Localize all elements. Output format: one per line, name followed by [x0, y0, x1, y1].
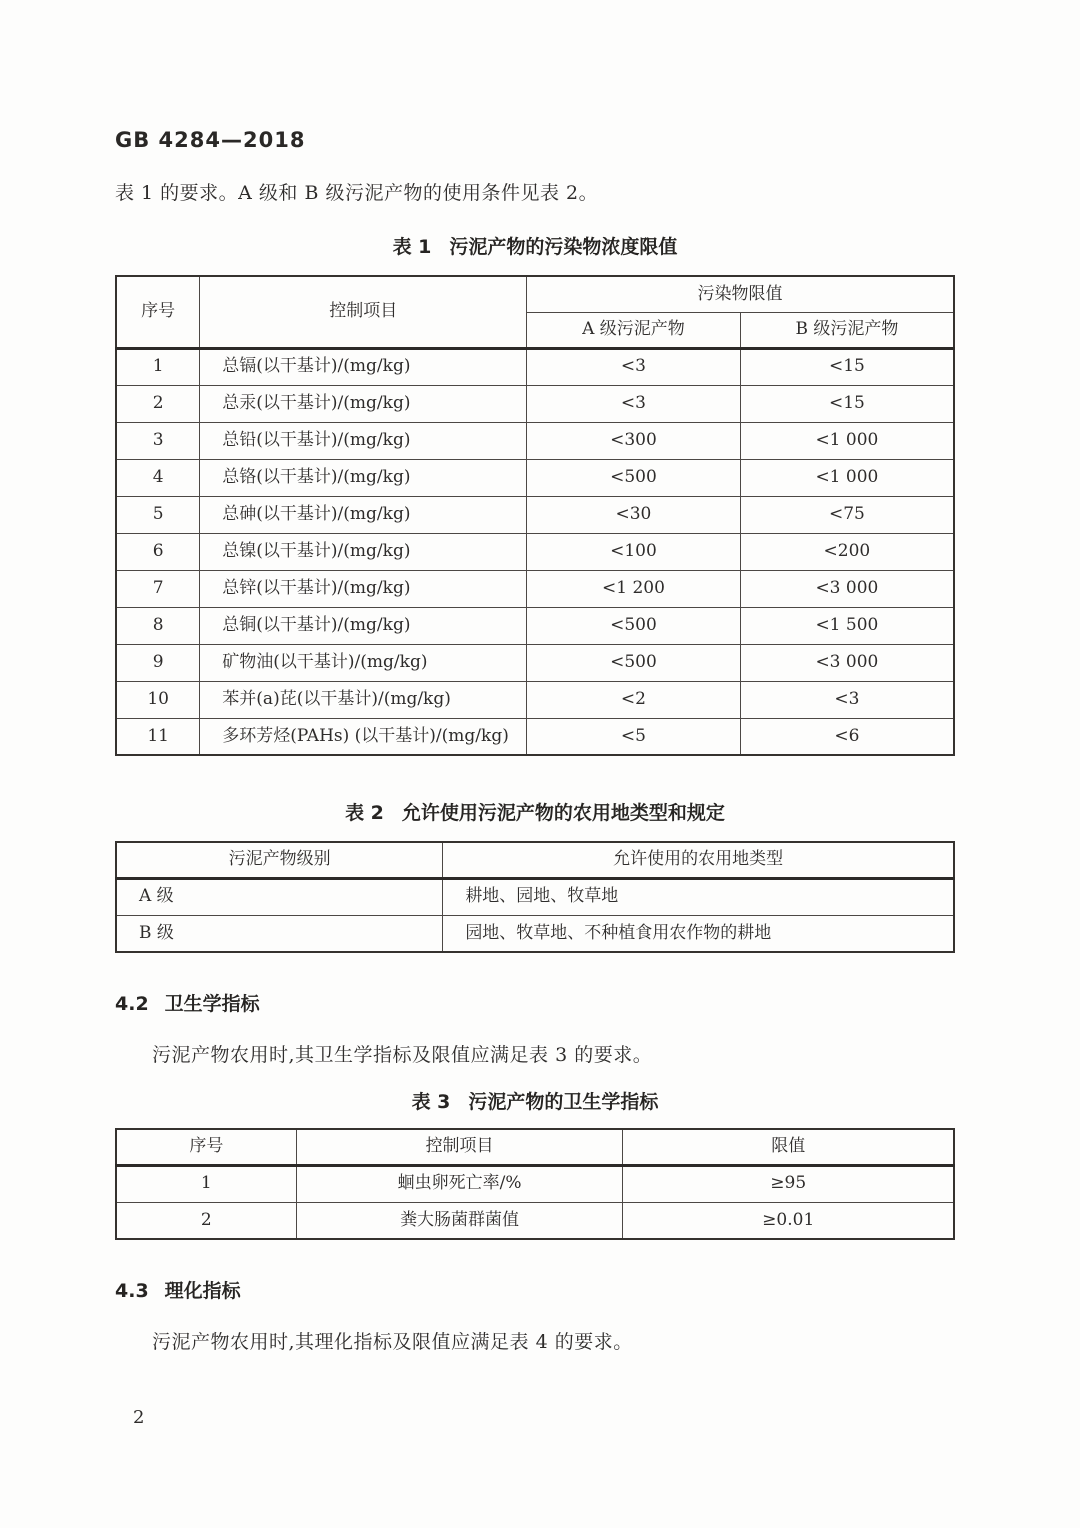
row-index: 1 [116, 1165, 296, 1202]
control-item: 蛔虫卵死亡率/% [296, 1165, 623, 1202]
section-4-3-number: 4.3 [115, 1280, 149, 1302]
standard-number: GB 4284—2018 [115, 128, 306, 152]
allowed-land-types: 耕地、园地、牧草地 [443, 878, 954, 915]
sludge-product-level: A 级 [116, 878, 443, 915]
limit-class-b: <15 [740, 385, 954, 422]
control-item: 总铜(以干基计)/(mg/kg) [200, 607, 527, 644]
limit-class-a: <3 [527, 385, 741, 422]
row-index: 4 [116, 459, 200, 496]
table1-row [116, 718, 954, 755]
limit-class-a: <1 200 [527, 570, 741, 607]
row-index: 5 [116, 496, 200, 533]
page-number: 2 [133, 1407, 145, 1428]
table1-row [116, 385, 954, 422]
intro-paragraph: 表 1 的要求。A 级和 B 级污泥产物的使用条件见表 2。 [115, 182, 599, 204]
control-item: 苯并(a)芘(以干基计)/(mg/kg) [200, 681, 527, 718]
limit-class-b: <1 500 [740, 607, 954, 644]
table2-body [116, 878, 954, 952]
limit-class-a: <100 [527, 533, 741, 570]
control-item: 总汞(以干基计)/(mg/kg) [200, 385, 527, 422]
control-item: 粪大肠菌群菌值 [296, 1202, 623, 1239]
table2-agricultural-land-types [115, 841, 955, 953]
table1-row [116, 533, 954, 570]
table1-header-class-a: A 级污泥产物 [527, 312, 741, 348]
limit-class-a: <300 [527, 422, 741, 459]
table1-header-item: 控制项目 [200, 276, 527, 348]
table1-row [116, 644, 954, 681]
table1-header-limit-group: 污染物限值 [527, 276, 954, 312]
table3-title-text: 污泥产物的卫生学指标 [468, 1091, 659, 1113]
table1-header-class-b: B 级污泥产物 [740, 312, 954, 348]
table2-header-level: 污泥产物级别 [116, 842, 443, 878]
table2-title-text: 允许使用污泥产物的农用地类型和规定 [401, 802, 725, 824]
sludge-product-level: B 级 [116, 915, 443, 952]
table3-hygienic-indicators [115, 1128, 955, 1240]
table2-row [116, 915, 954, 952]
table3-body [116, 1165, 954, 1239]
section-4-2-number: 4.2 [115, 993, 149, 1015]
limit-value: ≥0.01 [623, 1202, 954, 1239]
limit-class-b: <75 [740, 496, 954, 533]
table1-row [116, 570, 954, 607]
limit-class-b: <1 000 [740, 422, 954, 459]
limit-class-b: <15 [740, 348, 954, 385]
limit-class-b: <3 000 [740, 570, 954, 607]
limit-class-a: <500 [527, 644, 741, 681]
row-index: 1 [116, 348, 200, 385]
limit-value: ≥95 [623, 1165, 954, 1202]
limit-class-a: <3 [527, 348, 741, 385]
row-index: 9 [116, 644, 200, 681]
row-index: 11 [116, 718, 200, 755]
control-item: 矿物油(以干基计)/(mg/kg) [200, 644, 527, 681]
limit-class-a: <500 [527, 459, 741, 496]
table3-header-index: 序号 [116, 1129, 296, 1165]
row-index: 2 [116, 385, 200, 422]
limit-class-b: <200 [740, 533, 954, 570]
limit-class-a: <2 [527, 681, 741, 718]
table1-header-index: 序号 [116, 276, 200, 348]
section-4-2-title: 卫生学指标 [164, 993, 260, 1015]
table2-header-types: 允许使用的农用地类型 [443, 842, 954, 878]
table3-row [116, 1165, 954, 1202]
table1-row [116, 496, 954, 533]
table1-row [116, 348, 954, 385]
row-index: 8 [116, 607, 200, 644]
row-index: 2 [116, 1202, 296, 1239]
table1-title [115, 232, 955, 259]
table2-title-label: 表 2 [345, 802, 384, 824]
section-4-3-heading [115, 1276, 955, 1303]
control-item: 总镉(以干基计)/(mg/kg) [200, 348, 527, 385]
section-4-2-paragraph: 污泥产物农用时,其卫生学指标及限值应满足表 3 的要求。 [152, 1044, 653, 1066]
table3-header-limit: 限值 [623, 1129, 954, 1165]
control-item: 总砷(以干基计)/(mg/kg) [200, 496, 527, 533]
limit-class-a: <5 [527, 718, 741, 755]
row-index: 6 [116, 533, 200, 570]
row-index: 7 [116, 570, 200, 607]
table1-pollutant-limits [115, 275, 955, 756]
table1-title-label: 表 1 [392, 236, 432, 258]
limit-class-b: <3 [740, 681, 954, 718]
limit-class-b: <3 000 [740, 644, 954, 681]
section-4-3-paragraph: 污泥产物农用时,其理化指标及限值应满足表 4 的要求。 [152, 1331, 633, 1353]
row-index: 10 [116, 681, 200, 718]
limit-class-a: <500 [527, 607, 741, 644]
table3-title [115, 1087, 955, 1114]
row-index: 3 [116, 422, 200, 459]
control-item: 总铅(以干基计)/(mg/kg) [200, 422, 527, 459]
table1-title-text: 污泥产物的污染物浓度限值 [449, 236, 678, 258]
table3-title-label: 表 3 [411, 1091, 451, 1113]
limit-class-a: <30 [527, 496, 741, 533]
allowed-land-types: 园地、牧草地、不种植食用农作物的耕地 [443, 915, 954, 952]
table1-row [116, 459, 954, 496]
control-item: 总镍(以干基计)/(mg/kg) [200, 533, 527, 570]
limit-class-b: <1 000 [740, 459, 954, 496]
table2-row [116, 878, 954, 915]
control-item: 多环芳烃(PAHs) (以干基计)/(mg/kg) [200, 718, 527, 755]
table1-row [116, 607, 954, 644]
control-item: 总铬(以干基计)/(mg/kg) [200, 459, 527, 496]
table1-row [116, 681, 954, 718]
table2-title [115, 798, 955, 825]
limit-class-b: <6 [740, 718, 954, 755]
control-item: 总锌(以干基计)/(mg/kg) [200, 570, 527, 607]
table3-header-item: 控制项目 [296, 1129, 623, 1165]
table3-row [116, 1202, 954, 1239]
table1-row [116, 422, 954, 459]
table1-body [116, 348, 954, 755]
section-4-2-heading [115, 989, 955, 1016]
section-4-3-title: 理化指标 [164, 1280, 241, 1302]
